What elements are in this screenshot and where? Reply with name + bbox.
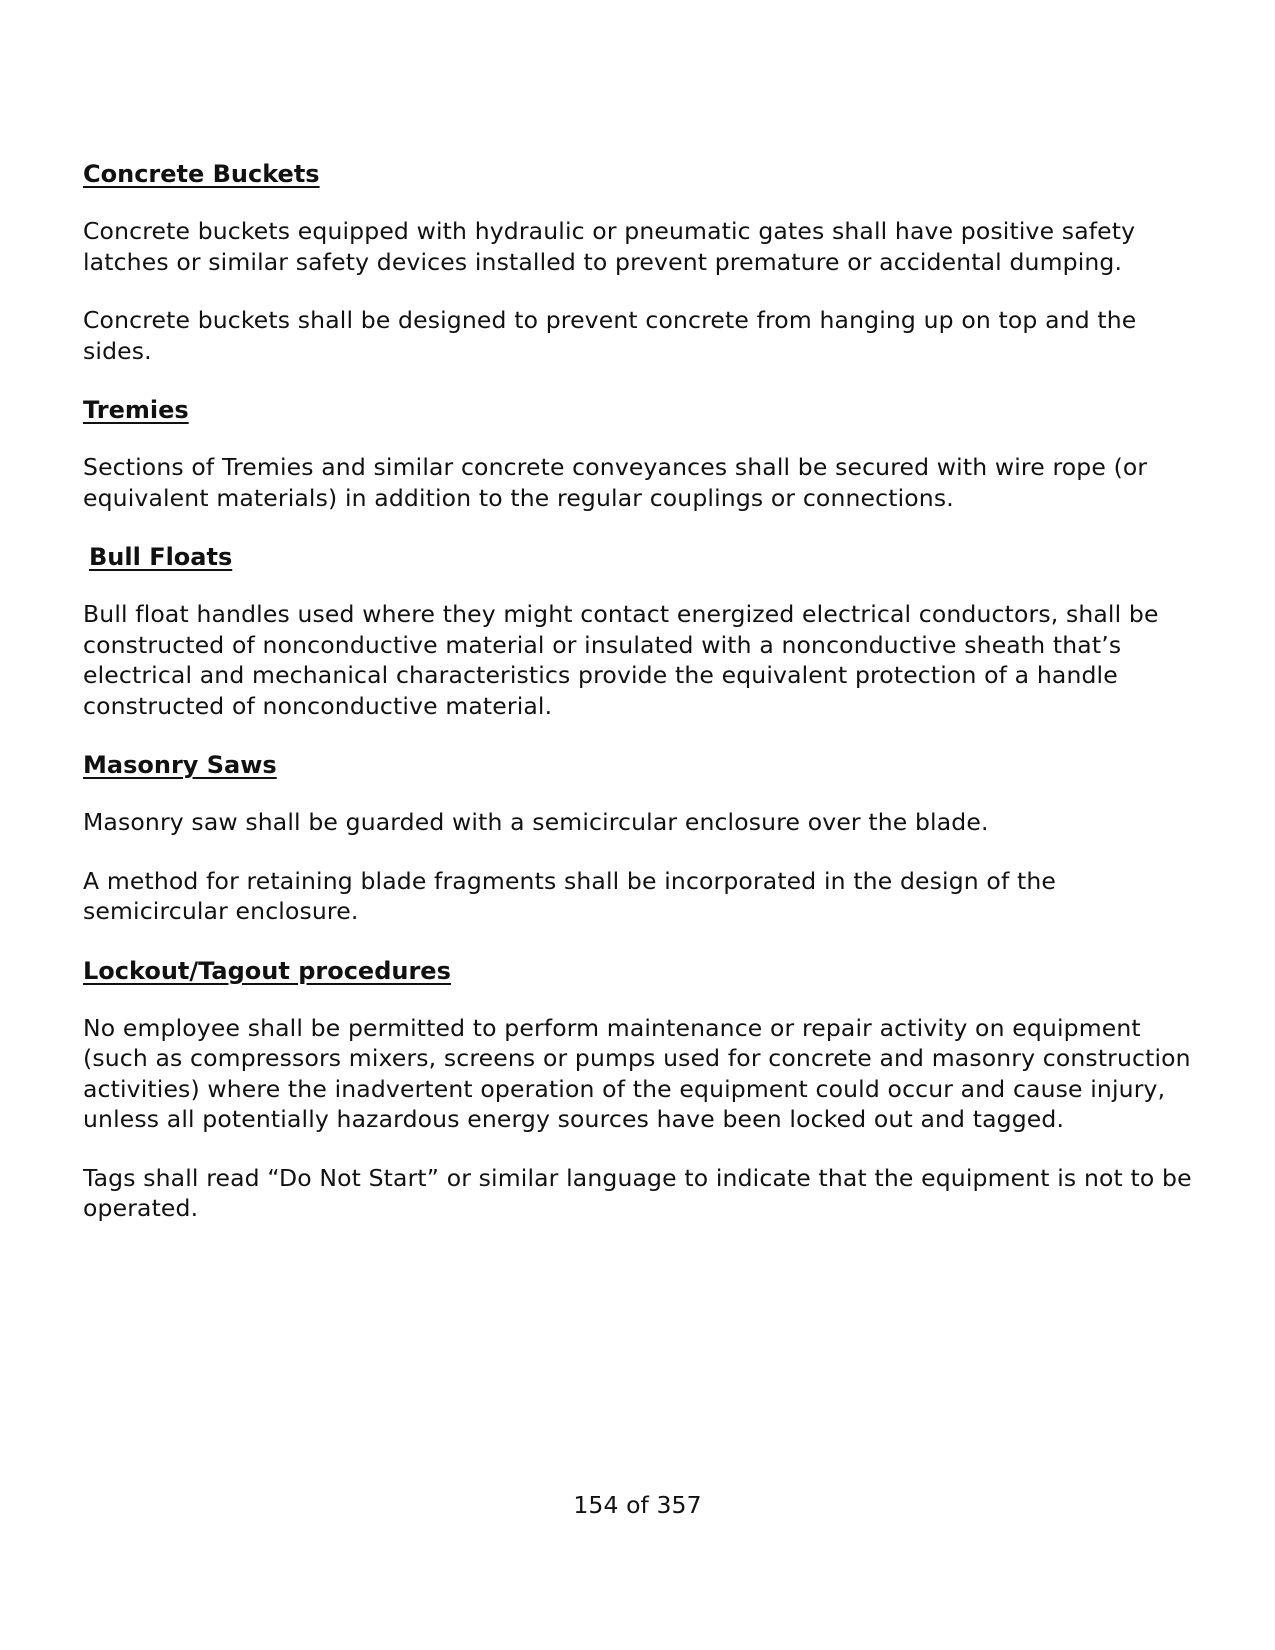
paragraph: A method for retaining blade fragments shall be incorporated in the design of the semicircular enclosure. [83, 866, 1057, 925]
section-masonry-saws [83, 749, 1193, 927]
section-heading: Bull Floats [89, 543, 233, 571]
section-lockout-tagout [83, 955, 1193, 1224]
section-tremies [83, 394, 1193, 513]
paragraph: Bull float handles used where they might contact energized electrical conductors, shall be constructed of nonconductive material or insulated with a nonconductive sheath that’s electrical and mechanical characteristics provide the equivalent protection of a handle constructed of nonconductive material. [83, 600, 1159, 720]
page-number: 154 of 357 [573, 1491, 702, 1519]
section-heading: Concrete Buckets [83, 160, 320, 188]
section-concrete-buckets [83, 158, 1193, 366]
paragraph: Tags shall read “Do Not Start” or similar language to indicate that the equipment is not to be operated. [83, 1163, 1192, 1222]
paragraph: Masonry saw shall be guarded with a semicircular enclosure over the blade. [83, 808, 989, 836]
paragraph: Concrete buckets equipped with hydraulic or pneumatic gates shall have positive safety latches or similar safety devices installed to prevent premature or accidental dumping. [83, 217, 1136, 276]
page-content [83, 158, 1193, 1252]
paragraph: No employee shall be permitted to perform maintenance or repair activity on equipment (such as compressors mixers, screens or pumps used for concrete and masonry construction activities) where the inadvertent operation of the equipment could occur and cause injury, unless all potentially hazardous energy sources have been locked out and tagged. [83, 1013, 1191, 1133]
section-bull-floats [83, 541, 1193, 721]
section-heading: Masonry Saws [83, 751, 277, 779]
section-heading: Lockout/Tagout procedures [83, 956, 451, 985]
paragraph: Concrete buckets shall be designed to prevent concrete from hanging up on top and the sides. [83, 306, 1137, 365]
section-heading: Tremies [83, 396, 189, 424]
paragraph: Sections of Tremies and similar concrete conveyances shall be secured with wire rope (or equivalent materials) in addition to the regular couplings or connections. [83, 453, 1148, 512]
